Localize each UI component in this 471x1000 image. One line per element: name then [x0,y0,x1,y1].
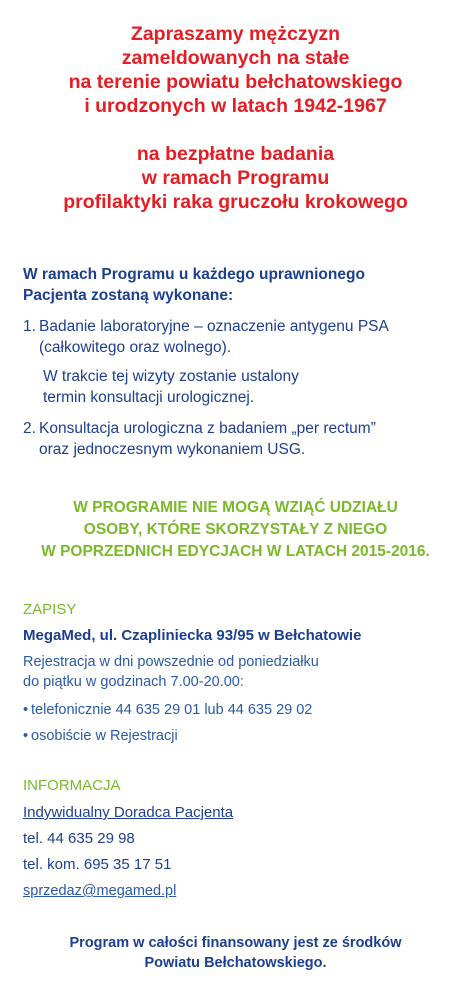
headline-line: i urodzonych w latach 1942-1967 [84,95,387,117]
program-intro [23,264,365,306]
funding-footer [0,933,471,973]
contact-info [23,802,233,906]
intro-line: W ramach Programu u każdego uprawnionego [23,266,365,283]
bullet-icon: • [23,702,29,718]
patient-advisor-link[interactable]: Indywidualny Doradca Pacjenta [23,804,234,821]
headline-spacer [0,118,471,142]
headline-line: w ramach Programu [141,167,330,189]
headline-line: na terenie powiatu bełchatowskiego [68,71,403,93]
notice-line: W POPRZEDNICH EDYCJACH W LATACH 2015-2016. [41,543,430,560]
registration-method [23,700,312,726]
step-line: (całkowitego oraz wolnego). [39,339,232,356]
headline-line: zameldowanych na stałe [121,47,350,69]
step-note [39,366,389,408]
step-number: 1. [23,318,36,335]
step-item [23,316,389,408]
step-note-line: termin konsultacji urologicznej. [43,389,255,406]
notice-line: W PROGRAMIE NIE MOGĄ WZIĄĆ UDZIAŁU [73,499,398,516]
zapisy-heading: ZAPISY [23,601,77,618]
eligibility-notice [0,497,471,563]
headline-line: Zapraszamy mężczyzn [130,23,341,45]
method-text: osobiście w Rejestracji [31,728,178,744]
headline [0,22,471,214]
step-note-line: W trakcie tej wizyty zostanie ustalony [43,368,299,385]
notice-line: OSOBY, KTÓRE SKORZYSTAŁY Z NIEGO [83,521,388,538]
mobile-number: tel. kom. 695 35 17 51 [23,856,172,873]
registration-line: do piątku w godzinach 7.00-20.00: [23,674,244,690]
intro-line: Pacjenta zostaną wykonane: [23,287,234,304]
clinic-address: MegaMed, ul. Czapliniecka 93/95 w Bełchatowie [23,627,362,644]
step-line: Konsultacja urologiczna z badaniem „per rectum” [39,420,376,437]
registration-methods [23,700,312,752]
phone-number: tel. 44 635 29 98 [23,830,135,847]
bullet-icon: • [23,728,29,744]
method-text: telefonicznie 44 635 29 01 lub 44 635 29 02 [31,702,313,718]
registration-hours [23,652,319,692]
email-link[interactable]: sprzedaz@megamed.pl [23,883,177,899]
step-number: 2. [23,420,36,437]
registration-method [23,726,312,752]
headline-line: na bezpłatne badania [136,143,335,165]
step-line: oraz jednoczesnym wykonaniem USG. [39,441,306,458]
footer-line: Powiatu Bełchatowskiego. [144,955,327,971]
footer-line: Program w całości finansowany jest ze środków [69,935,402,951]
informacja-heading: INFORMACJA [23,777,121,794]
step-line: Badanie laboratoryjne – oznaczenie antygenu PSA [39,318,389,335]
steps-list [23,316,389,460]
step-item [23,418,389,460]
registration-line: Rejestracja w dni powszednie od poniedziałku [23,654,319,670]
headline-line: profilaktyki raka gruczołu krokowego [63,191,408,213]
